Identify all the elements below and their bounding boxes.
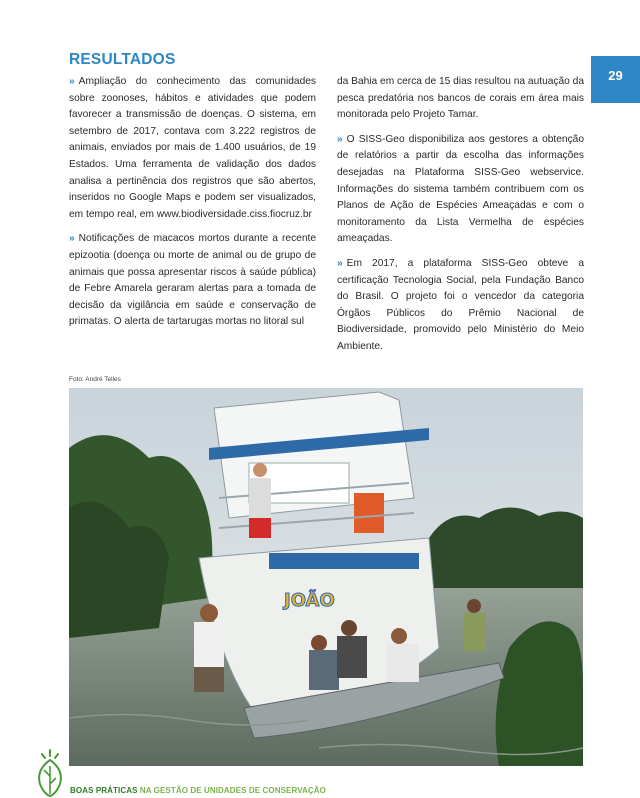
paragraph — [69, 74, 316, 223]
footer-title-part1: BOAS PRÁTICAS — [70, 786, 138, 795]
page-number: 29 — [608, 68, 623, 83]
footer — [34, 748, 354, 798]
photo-caption: Foto: André Telles — [69, 376, 121, 383]
left-text-column — [69, 74, 316, 339]
paragraph-text: Em 2017, a plataforma SISS-Geo obteve a certificação Tecnologia Social, pela Fundação Banco do Brasil. O projeto foi o vencedor da categoria Órgãos Públicos do Prêmio Nacional de Biodiversidade, promovido pelo Ministério do Meio Ambiente. — [337, 257, 584, 352]
footer-title — [70, 786, 326, 795]
bullet-marker: » — [69, 76, 75, 87]
paragraph-text: Notificações de macacos mortos durante a recente epizootia (doença ou morte de animal ou de grupo de animais que possa apresentar riscos à saúde pública) de Febre Amarela geraram alertas para a tomada de decisão da vigilância em saúde e conservação de primatas. O alerta de tartarugas mortas no litoral sul — [69, 233, 316, 328]
paragraph — [69, 231, 316, 331]
photo-boat-river — [69, 388, 583, 766]
paragraph-text: O SISS-Geo disponibiliza aos gestores a obtenção de relatórios a partir da escolha das informações desejadas na Plataforma SISS-Geo webservice. Informações do sistema também contribuem com os Planos de Ação de Espécies Ameaçadas e com o monitoramento da Lista Vermelha de espécies ameaçadas. — [337, 133, 584, 245]
paragraph — [337, 132, 584, 248]
paragraph-text: da Bahia em cerca de 15 dias resultou na autuação da pesca predatória nos bancos de corais em área mais monitorada pelo Projeto Tamar. — [337, 76, 584, 121]
footer-title-part2: NA GESTÃO DE UNIDADES DE CONSERVAÇÃO — [137, 786, 326, 795]
leaf-logo-icon — [34, 748, 66, 798]
bullet-marker: » — [69, 233, 75, 245]
paragraph — [337, 74, 584, 124]
right-text-column — [337, 74, 584, 364]
photo-illustration — [69, 388, 583, 766]
bullet-marker: » — [337, 133, 343, 145]
bullet-marker: » — [337, 257, 343, 269]
section-title: RESULTADOS — [69, 51, 176, 68]
paragraph-text: Ampliação do conhecimento das comunidades sobre zoonoses, hábitos e atividades que podem favorecer a transmissão de doenças. O sistema, em setembro de 2017, contava com 3.222 registros de animais, enviados por mais de 1.400 usuários, de 19 Estados. Uma ferramenta de validação dos dados analisa a pertinência dos registros que são abertos, inseridos no Google Maps e podem ser visualizados, em tempo real, em www.biodiversidade.ciss.fiocruz.br — [69, 76, 316, 220]
page-number-tab — [591, 56, 640, 103]
boat-name: JOÃO — [284, 590, 335, 611]
paragraph — [337, 256, 584, 356]
